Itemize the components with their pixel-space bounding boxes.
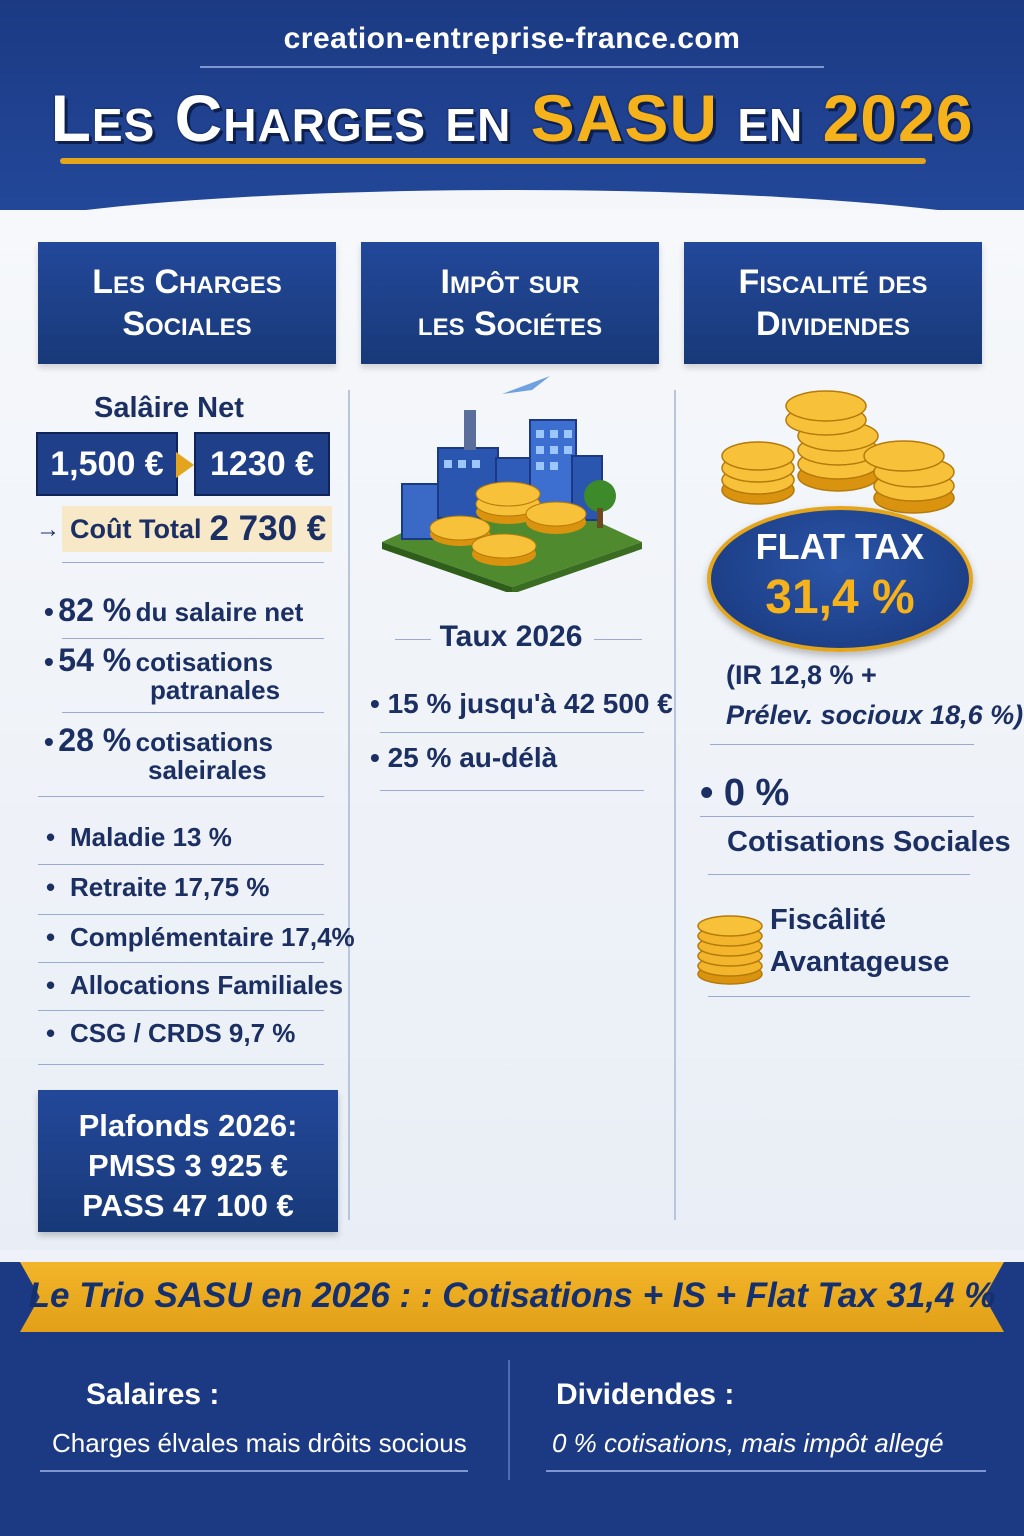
column-divider	[674, 390, 676, 1220]
title-highlight: SASU	[530, 81, 719, 155]
charge-item-text: Complémentaire 17,4%	[70, 922, 355, 952]
column-title: Les Charges Sociales	[92, 263, 282, 343]
bottom-divider	[508, 1360, 510, 1480]
coin-stack-icon	[694, 912, 766, 986]
column-header-charges-sociales	[38, 242, 336, 364]
charge-item-text: Maladie 13 %	[70, 822, 232, 852]
stat-text-line2: patranales	[150, 675, 281, 705]
stat-text: cotisations	[135, 647, 273, 677]
cout-total-label: Coût Total	[70, 513, 202, 544]
title-year: 2026	[822, 81, 974, 155]
bullet: •	[44, 726, 54, 757]
divider	[380, 732, 644, 733]
divider	[546, 1470, 986, 1472]
charge-item-text: Allocations Familiales	[70, 970, 344, 1000]
stat-text: du salaire net	[135, 597, 304, 627]
divider	[700, 816, 974, 817]
tax-rate-item	[370, 742, 557, 774]
divider	[38, 1010, 324, 1011]
summary-ribbon-text: Le Trio SASU en 2026 : : Cotisations + IS + Flat Tax 31,4 %	[28, 1276, 996, 1315]
divider	[708, 996, 970, 997]
cout-total-value: 2 730 €	[209, 509, 327, 548]
taux-title: Taux 2026	[439, 620, 583, 653]
divider	[38, 864, 324, 865]
bullet: •	[46, 922, 56, 952]
fiscalite-label-line1: Fiscâlité	[770, 904, 887, 936]
bullet: •	[44, 596, 54, 627]
flat-tax-rate: 31,4 %	[765, 571, 915, 624]
divider	[38, 796, 324, 797]
flat-tax-detail-line2: Prélev. socioux 18,6 %)	[726, 700, 1024, 730]
divider	[40, 1470, 468, 1472]
salary-amount-pill	[36, 432, 178, 496]
title-underline	[60, 158, 926, 164]
tax-rate-text: 25 % au-délà	[387, 742, 558, 773]
bullet: •	[46, 872, 56, 902]
divider	[62, 712, 324, 713]
site-url: creation-entreprise-france.com	[283, 22, 741, 55]
tax-rate-item	[370, 688, 673, 720]
stat-text: cotisations	[135, 727, 273, 757]
column-header-dividendes	[684, 242, 982, 364]
pass-value: PASS 47 100 €	[82, 1188, 294, 1223]
tax-rate-text: 15 % jusqu'à 42 500 €	[387, 688, 673, 719]
title-part2: en	[718, 81, 823, 155]
divider	[62, 638, 324, 639]
charge-item	[46, 822, 232, 853]
divider	[710, 744, 974, 745]
page-title	[0, 80, 1024, 156]
net-amount-pill	[194, 432, 330, 496]
divider	[38, 914, 324, 915]
divider	[38, 1064, 324, 1065]
bullet: •	[370, 742, 380, 773]
arrow-icon: →	[36, 516, 60, 543]
cotisations-sociales-label: Cotisations Sociales	[727, 826, 1011, 858]
stat-item	[44, 642, 273, 679]
divider	[62, 562, 324, 563]
stat-item	[44, 722, 273, 759]
bullet: •	[44, 646, 54, 677]
bullet: •	[46, 822, 56, 852]
divider	[380, 790, 644, 791]
cout-total-box	[62, 506, 332, 552]
stat-percent: 54 %	[58, 642, 132, 678]
column-title: Impôt sur les Sociétes	[417, 263, 603, 343]
plafonds-box	[38, 1090, 338, 1232]
stat-percent: 28 %	[58, 722, 132, 758]
charge-item-text: Retraite 17,75 %	[70, 872, 270, 902]
salaires-title: Salaires :	[86, 1378, 220, 1411]
divider	[708, 874, 970, 875]
stat-percent: 82 %	[58, 592, 132, 628]
fiscalite-label-line2: Avantageuse	[770, 946, 950, 978]
bullet: •	[370, 688, 380, 719]
stat-text-line2: saleirales	[148, 755, 267, 785]
dividendes-title: Dividendes :	[556, 1378, 735, 1411]
bullet: •	[46, 1018, 56, 1048]
bullet: •	[46, 970, 56, 1000]
salaire-net-label: Salâire Net	[94, 392, 244, 424]
title-part1: Les Charges en	[50, 81, 531, 155]
column-divider	[348, 390, 350, 1220]
column-title: Fiscalité des Dividendes	[738, 263, 928, 343]
flat-tax-badge	[707, 506, 973, 652]
plafonds-title: Plafonds 2026:	[78, 1108, 298, 1143]
arrow-right-icon	[176, 452, 194, 478]
flat-tax-label: FLAT TAX	[755, 526, 925, 567]
zero-cotisations: • 0 %	[700, 772, 790, 814]
stat-item	[44, 592, 303, 629]
pmss-value: PMSS 3 925 €	[88, 1148, 288, 1183]
dividendes-text: 0 % cotisations, mais impôt allegé	[552, 1428, 944, 1458]
charge-item	[46, 922, 355, 953]
column-header-impot-societes	[361, 242, 659, 364]
factory-coins-illustration	[372, 372, 652, 592]
divider	[594, 639, 642, 640]
url-underline	[200, 66, 824, 68]
net-amount: 1230 €	[210, 444, 314, 483]
charge-item-text: CSG / CRDS 9,7 %	[70, 1018, 296, 1048]
salaires-text: Charges élvales mais drôits socious	[52, 1428, 467, 1458]
flat-tax-detail-line1: (IR 12,8 % +	[726, 660, 877, 690]
salary-amount: 1,500 €	[50, 444, 164, 483]
charge-item	[46, 970, 343, 1001]
charge-item	[46, 1018, 295, 1049]
charge-item	[46, 872, 269, 903]
divider	[38, 962, 324, 963]
